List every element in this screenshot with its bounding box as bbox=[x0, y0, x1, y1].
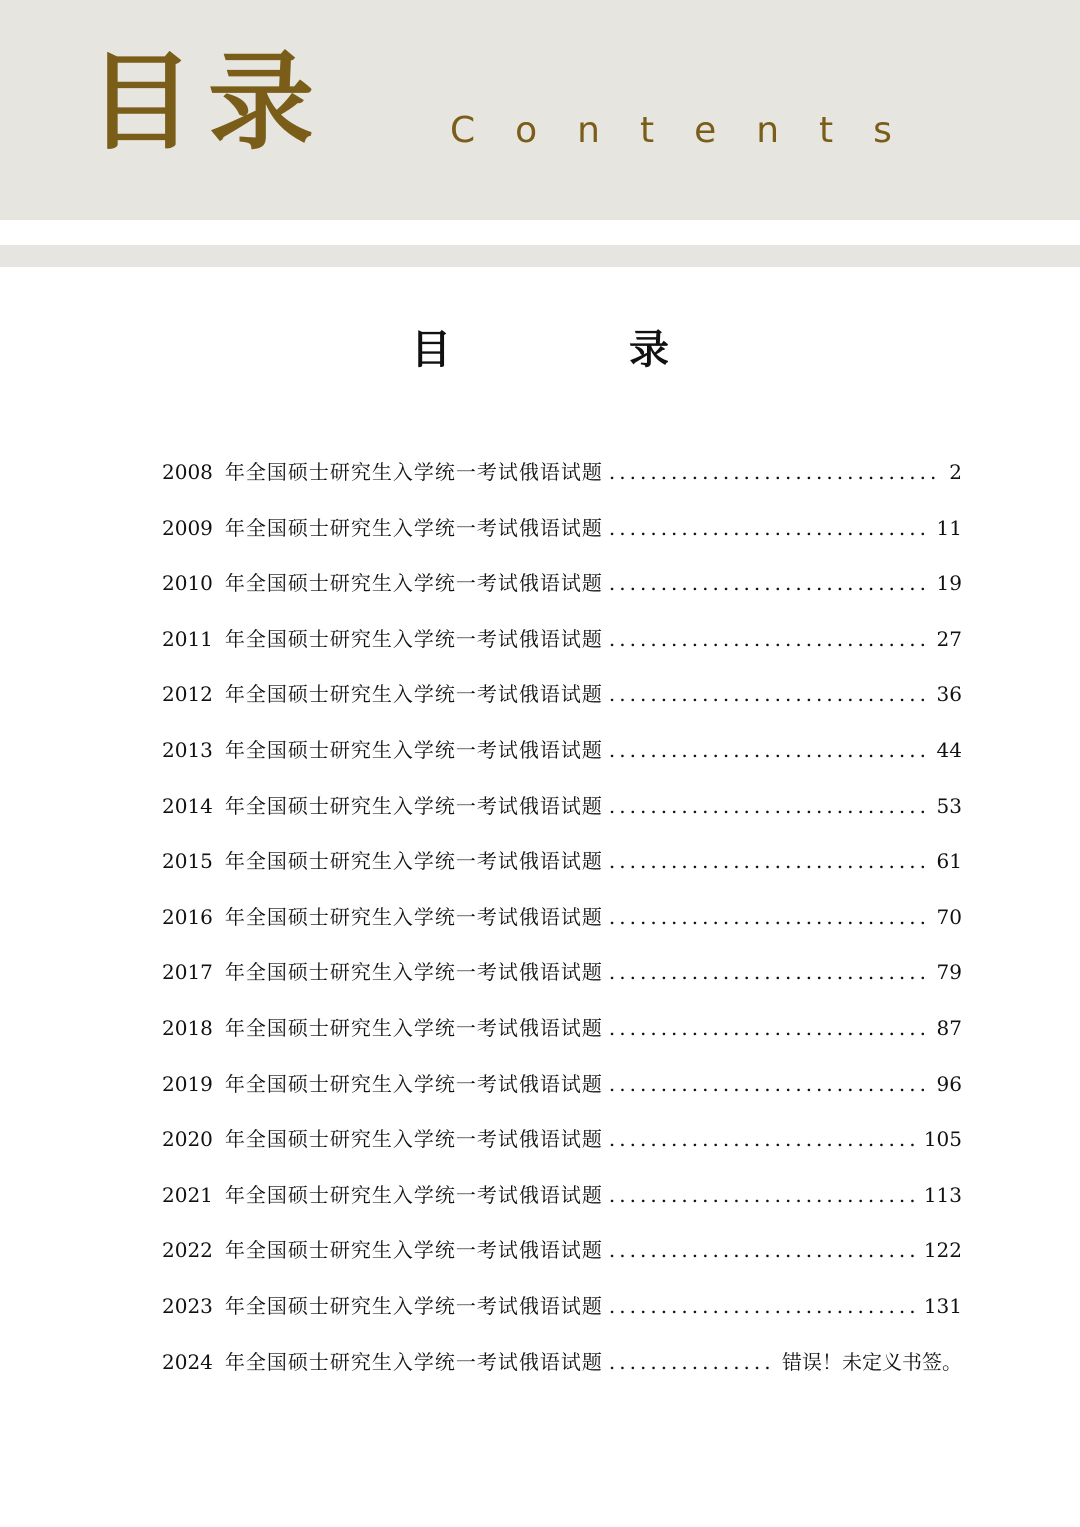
toc-entry-page: 131 bbox=[923, 1293, 962, 1318]
toc-title bbox=[0, 322, 1080, 378]
toc-entry-leader bbox=[609, 1335, 772, 1391]
toc-entry-title: 年全国硕士研究生入学统一考试俄语试题 bbox=[224, 460, 603, 484]
toc-entry-leader bbox=[609, 667, 927, 723]
toc-entry-leader bbox=[609, 1112, 914, 1168]
toc-entry[interactable] bbox=[162, 445, 962, 501]
toc-entry-title: 年全国硕士研究生入学统一考试俄语试题 bbox=[224, 1182, 603, 1207]
toc-entry[interactable] bbox=[162, 723, 962, 779]
toc-entry[interactable] bbox=[162, 779, 962, 835]
toc-entry-title: 年全国硕士研究生入学统一考试俄语试题 bbox=[224, 571, 603, 596]
toc-entry-title: 年全国硕士研究生入学统一考试俄语试题 bbox=[224, 1238, 603, 1263]
header-title: 目录 bbox=[88, 39, 328, 164]
toc-entry-page: 53 bbox=[936, 793, 962, 818]
toc-entry-page: 44 bbox=[936, 737, 962, 762]
toc-entry-year: 2023 bbox=[162, 1293, 213, 1318]
toc-entry-page: 105 bbox=[923, 1127, 962, 1152]
toc-entry-page: 36 bbox=[936, 682, 962, 707]
toc-entry-leader bbox=[609, 1168, 914, 1224]
toc-entry-page: 122 bbox=[923, 1238, 962, 1263]
toc-entry-page: 2 bbox=[949, 460, 962, 484]
toc-entry-page: 27 bbox=[936, 626, 962, 651]
toc-entry-leader bbox=[609, 723, 927, 779]
divider-stripe bbox=[0, 245, 1080, 267]
toc-entry-title: 年全国硕士研究生入学统一考试俄语试题 bbox=[224, 626, 603, 651]
toc-entry-year: 2015 bbox=[162, 849, 213, 874]
toc-entry-year: 2014 bbox=[162, 793, 213, 818]
toc-entry-leader bbox=[609, 445, 939, 501]
toc-entry-year: 2022 bbox=[162, 1238, 213, 1263]
header-subtitle: Contents bbox=[450, 110, 932, 151]
toc-entry[interactable] bbox=[162, 1112, 962, 1168]
toc-entry-title: 年全国硕士研究生入学统一考试俄语试题 bbox=[224, 1127, 603, 1152]
toc-entry-leader bbox=[609, 945, 927, 1001]
toc-entry-leader bbox=[609, 1279, 914, 1335]
toc-entry-page: 113 bbox=[923, 1182, 962, 1207]
toc-entry-year: 2009 bbox=[162, 515, 213, 540]
toc-entry-year: 2019 bbox=[162, 1071, 213, 1096]
toc-entry[interactable] bbox=[162, 612, 962, 668]
toc-title-char: 目 bbox=[411, 327, 451, 373]
toc-entry-year: 2020 bbox=[162, 1127, 213, 1152]
toc-entry-leader bbox=[609, 501, 927, 557]
toc-entry-title: 年全国硕士研究生入学统一考试俄语试题 bbox=[224, 793, 603, 818]
toc-entry[interactable] bbox=[162, 1335, 962, 1391]
toc-entry-page: 错误！未定义书签。 bbox=[782, 1349, 962, 1374]
toc-entry-leader bbox=[609, 1001, 927, 1057]
toc-entry[interactable] bbox=[162, 890, 962, 946]
toc-entry-year: 2018 bbox=[162, 1015, 213, 1040]
toc-entry-leader bbox=[609, 1223, 914, 1279]
toc-entry-leader bbox=[609, 834, 927, 890]
toc-entry-year: 2012 bbox=[162, 682, 213, 707]
toc-entry[interactable] bbox=[162, 1057, 962, 1113]
toc-entry-leader bbox=[609, 1057, 927, 1113]
toc-entry[interactable] bbox=[162, 1279, 962, 1335]
toc-entry-title: 年全国硕士研究生入学统一考试俄语试题 bbox=[224, 960, 603, 985]
toc-entry-page: 87 bbox=[936, 1015, 962, 1040]
toc-entry[interactable] bbox=[162, 556, 962, 612]
toc-entry-year: 2013 bbox=[162, 737, 213, 762]
toc-entry-title: 年全国硕士研究生入学统一考试俄语试题 bbox=[224, 849, 603, 874]
toc-entry[interactable] bbox=[162, 1001, 962, 1057]
toc-entry-leader bbox=[609, 612, 927, 668]
toc-entry-title: 年全国硕士研究生入学统一考试俄语试题 bbox=[224, 904, 603, 929]
toc-entry-leader bbox=[609, 890, 927, 946]
toc-list bbox=[162, 445, 962, 1390]
toc-entry-year: 2021 bbox=[162, 1182, 213, 1207]
toc-entry[interactable] bbox=[162, 501, 962, 557]
toc-entry-title: 年全国硕士研究生入学统一考试俄语试题 bbox=[224, 1349, 603, 1374]
toc-entry[interactable] bbox=[162, 834, 962, 890]
toc-entry-title: 年全国硕士研究生入学统一考试俄语试题 bbox=[224, 682, 603, 707]
toc-entry-title: 年全国硕士研究生入学统一考试俄语试题 bbox=[224, 737, 603, 762]
toc-entry[interactable] bbox=[162, 1168, 962, 1224]
toc-entry-page: 70 bbox=[936, 904, 962, 929]
toc-entry-title: 年全国硕士研究生入学统一考试俄语试题 bbox=[224, 1293, 603, 1318]
toc-entry[interactable] bbox=[162, 667, 962, 723]
toc-entry-leader bbox=[609, 779, 927, 835]
toc-entry-page: 11 bbox=[936, 515, 962, 540]
toc-entry-page: 96 bbox=[936, 1071, 962, 1096]
toc-entry-title: 年全国硕士研究生入学统一考试俄语试题 bbox=[224, 1071, 603, 1096]
toc-entry-page: 79 bbox=[936, 960, 962, 985]
toc-entry-year: 2016 bbox=[162, 904, 213, 929]
toc-entry-year: 2008 bbox=[162, 460, 213, 484]
toc-entry-year: 2017 bbox=[162, 960, 213, 985]
toc-title-char: 录 bbox=[629, 327, 669, 373]
toc-entry-year: 2011 bbox=[162, 626, 213, 651]
toc-entry-year: 2024 bbox=[162, 1349, 213, 1374]
toc-entry-title: 年全国硕士研究生入学统一考试俄语试题 bbox=[224, 515, 603, 540]
toc-entry[interactable] bbox=[162, 945, 962, 1001]
toc-entry-page: 61 bbox=[936, 849, 962, 874]
toc-entry-page: 19 bbox=[936, 571, 962, 596]
toc-entry-leader bbox=[609, 556, 927, 612]
toc-entry[interactable] bbox=[162, 1223, 962, 1279]
toc-entry-year: 2010 bbox=[162, 571, 213, 596]
toc-entry-title: 年全国硕士研究生入学统一考试俄语试题 bbox=[224, 1015, 603, 1040]
